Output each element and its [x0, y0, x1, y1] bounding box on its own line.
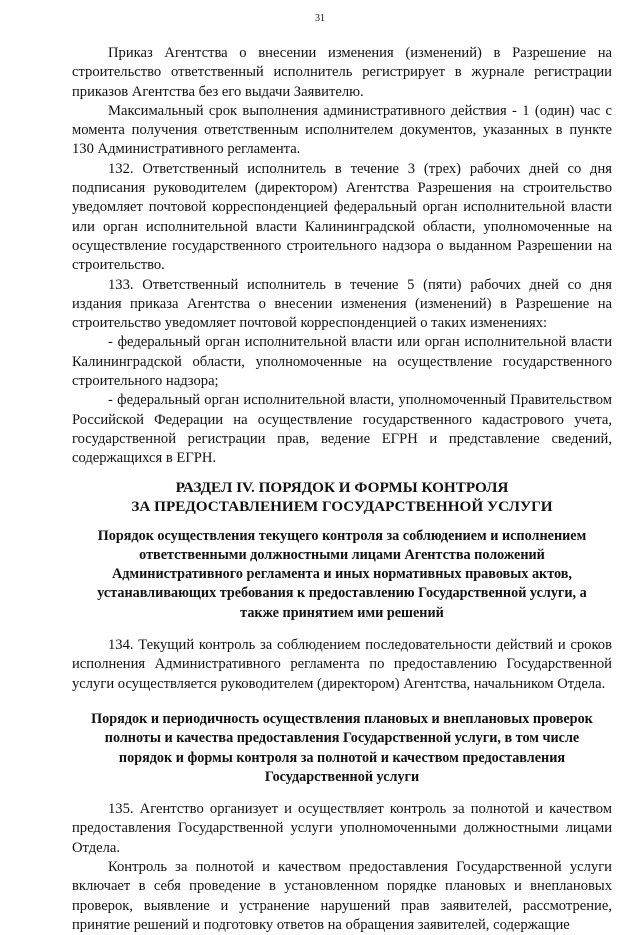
- document-body: [72, 44, 612, 935]
- subheading-current-control: [72, 527, 612, 623]
- section-heading-line: РАЗДЕЛ IV. ПОРЯДОК И ФОРМЫ КОНТРОЛЯ: [175, 478, 509, 496]
- subheading-line: Административного регламента и иных нормативных правовых актов,: [112, 566, 572, 583]
- paragraph-135: 135. Агентство организует и осуществляет контроль за полнотой и качеством предоставления Государственной услуги уполномоченными должностными лицами Отдела.: [72, 801, 612, 856]
- subheading-line: Порядок и периодичность осуществления плановых и внеплановых проверок: [91, 710, 593, 727]
- list-item: - федеральный орган исполнительной власти, уполномоченный Правительством Российской Федерации на осуществление государственного кадастрового учета, государственной регистрации прав, ведение ЕГРН и представление сведений, содержащихся в ЕГРН.: [72, 392, 612, 467]
- subheading-line: порядок и формы контроля за полнотой и качеством предоставления: [118, 749, 566, 766]
- subheading-inspections: [72, 710, 612, 787]
- paragraph-132: 132. Ответственный исполнитель в течение 3 (трех) рабочих дней со дня подписания руководителем (директором) Агентства Разрешения на строительство уведомляет почтовой корреспонденцией федеральный орган исполнительной власти или орган исполнительной власти Калининградской области, уполномоченные на осуществление государственного строительного надзора о выданном Разрешении на строительство.: [72, 160, 612, 274]
- paragraph: Контроль за полнотой и качеством предоставления Государственной услуги включает в себя проведение в установленном порядке плановых и внеплановых проверок, выявление и устранение нарушений прав заявителей, рассмотрение, принятие решений и подготовку ответов на обращения заявителей, содержащие: [72, 858, 612, 933]
- list-item: - федеральный орган исполнительной власти или орган исполнительной власти Калининградской области, уполномоченные на осуществление государственного строительного надзора;: [72, 334, 612, 390]
- section-heading-line: ЗА ПРЕДОСТАВЛЕНИЕМ ГОСУДАРСТВЕННОЙ УСЛУГИ: [131, 498, 553, 516]
- subheading-line: полноты и качества предоставления Государственной услуги, в том числе: [104, 730, 580, 747]
- section-heading: [72, 478, 612, 517]
- subheading-line: Государственной услуги: [264, 768, 420, 785]
- subheading-line: ответственными должностными лицами Агентства положений: [139, 546, 545, 563]
- subheading-line: также принятием ими решений: [240, 604, 444, 621]
- paragraph: Максимальный срок выполнения административного действия - 1 (один) час с момента получения ответственным исполнителем документов, указанных в пункте 130 Административного регламента.: [72, 102, 612, 158]
- paragraph-133: 133. Ответственный исполнитель в течение 5 (пяти) рабочих дней со дня издания приказа Агентства о внесении изменения (изменений) в Разрешение на строительство уведомляет почтовой корреспонденцией о таких изменениях:: [72, 276, 612, 332]
- subheading-line: Порядок осуществления текущего контроля за соблюдением и исполнением: [97, 527, 587, 544]
- paragraph-134: 134. Текущий контроль за соблюдением последовательности действий и сроков исполнения Административного регламента по предоставлению Государственной услуги осуществляется руководителем (директором) Агентства, начальником Отдела.: [72, 637, 612, 692]
- paragraph: Приказ Агентства о внесении изменения (изменений) в Разрешение на строительство ответственный исполнитель регистрирует в журнале регистрации приказов Агентства без его выдачи Заявителю.: [72, 45, 612, 100]
- page-number: 31: [315, 13, 325, 24]
- subheading-line: устанавливающих требования к предоставлению Государственной услуги, а: [97, 585, 587, 602]
